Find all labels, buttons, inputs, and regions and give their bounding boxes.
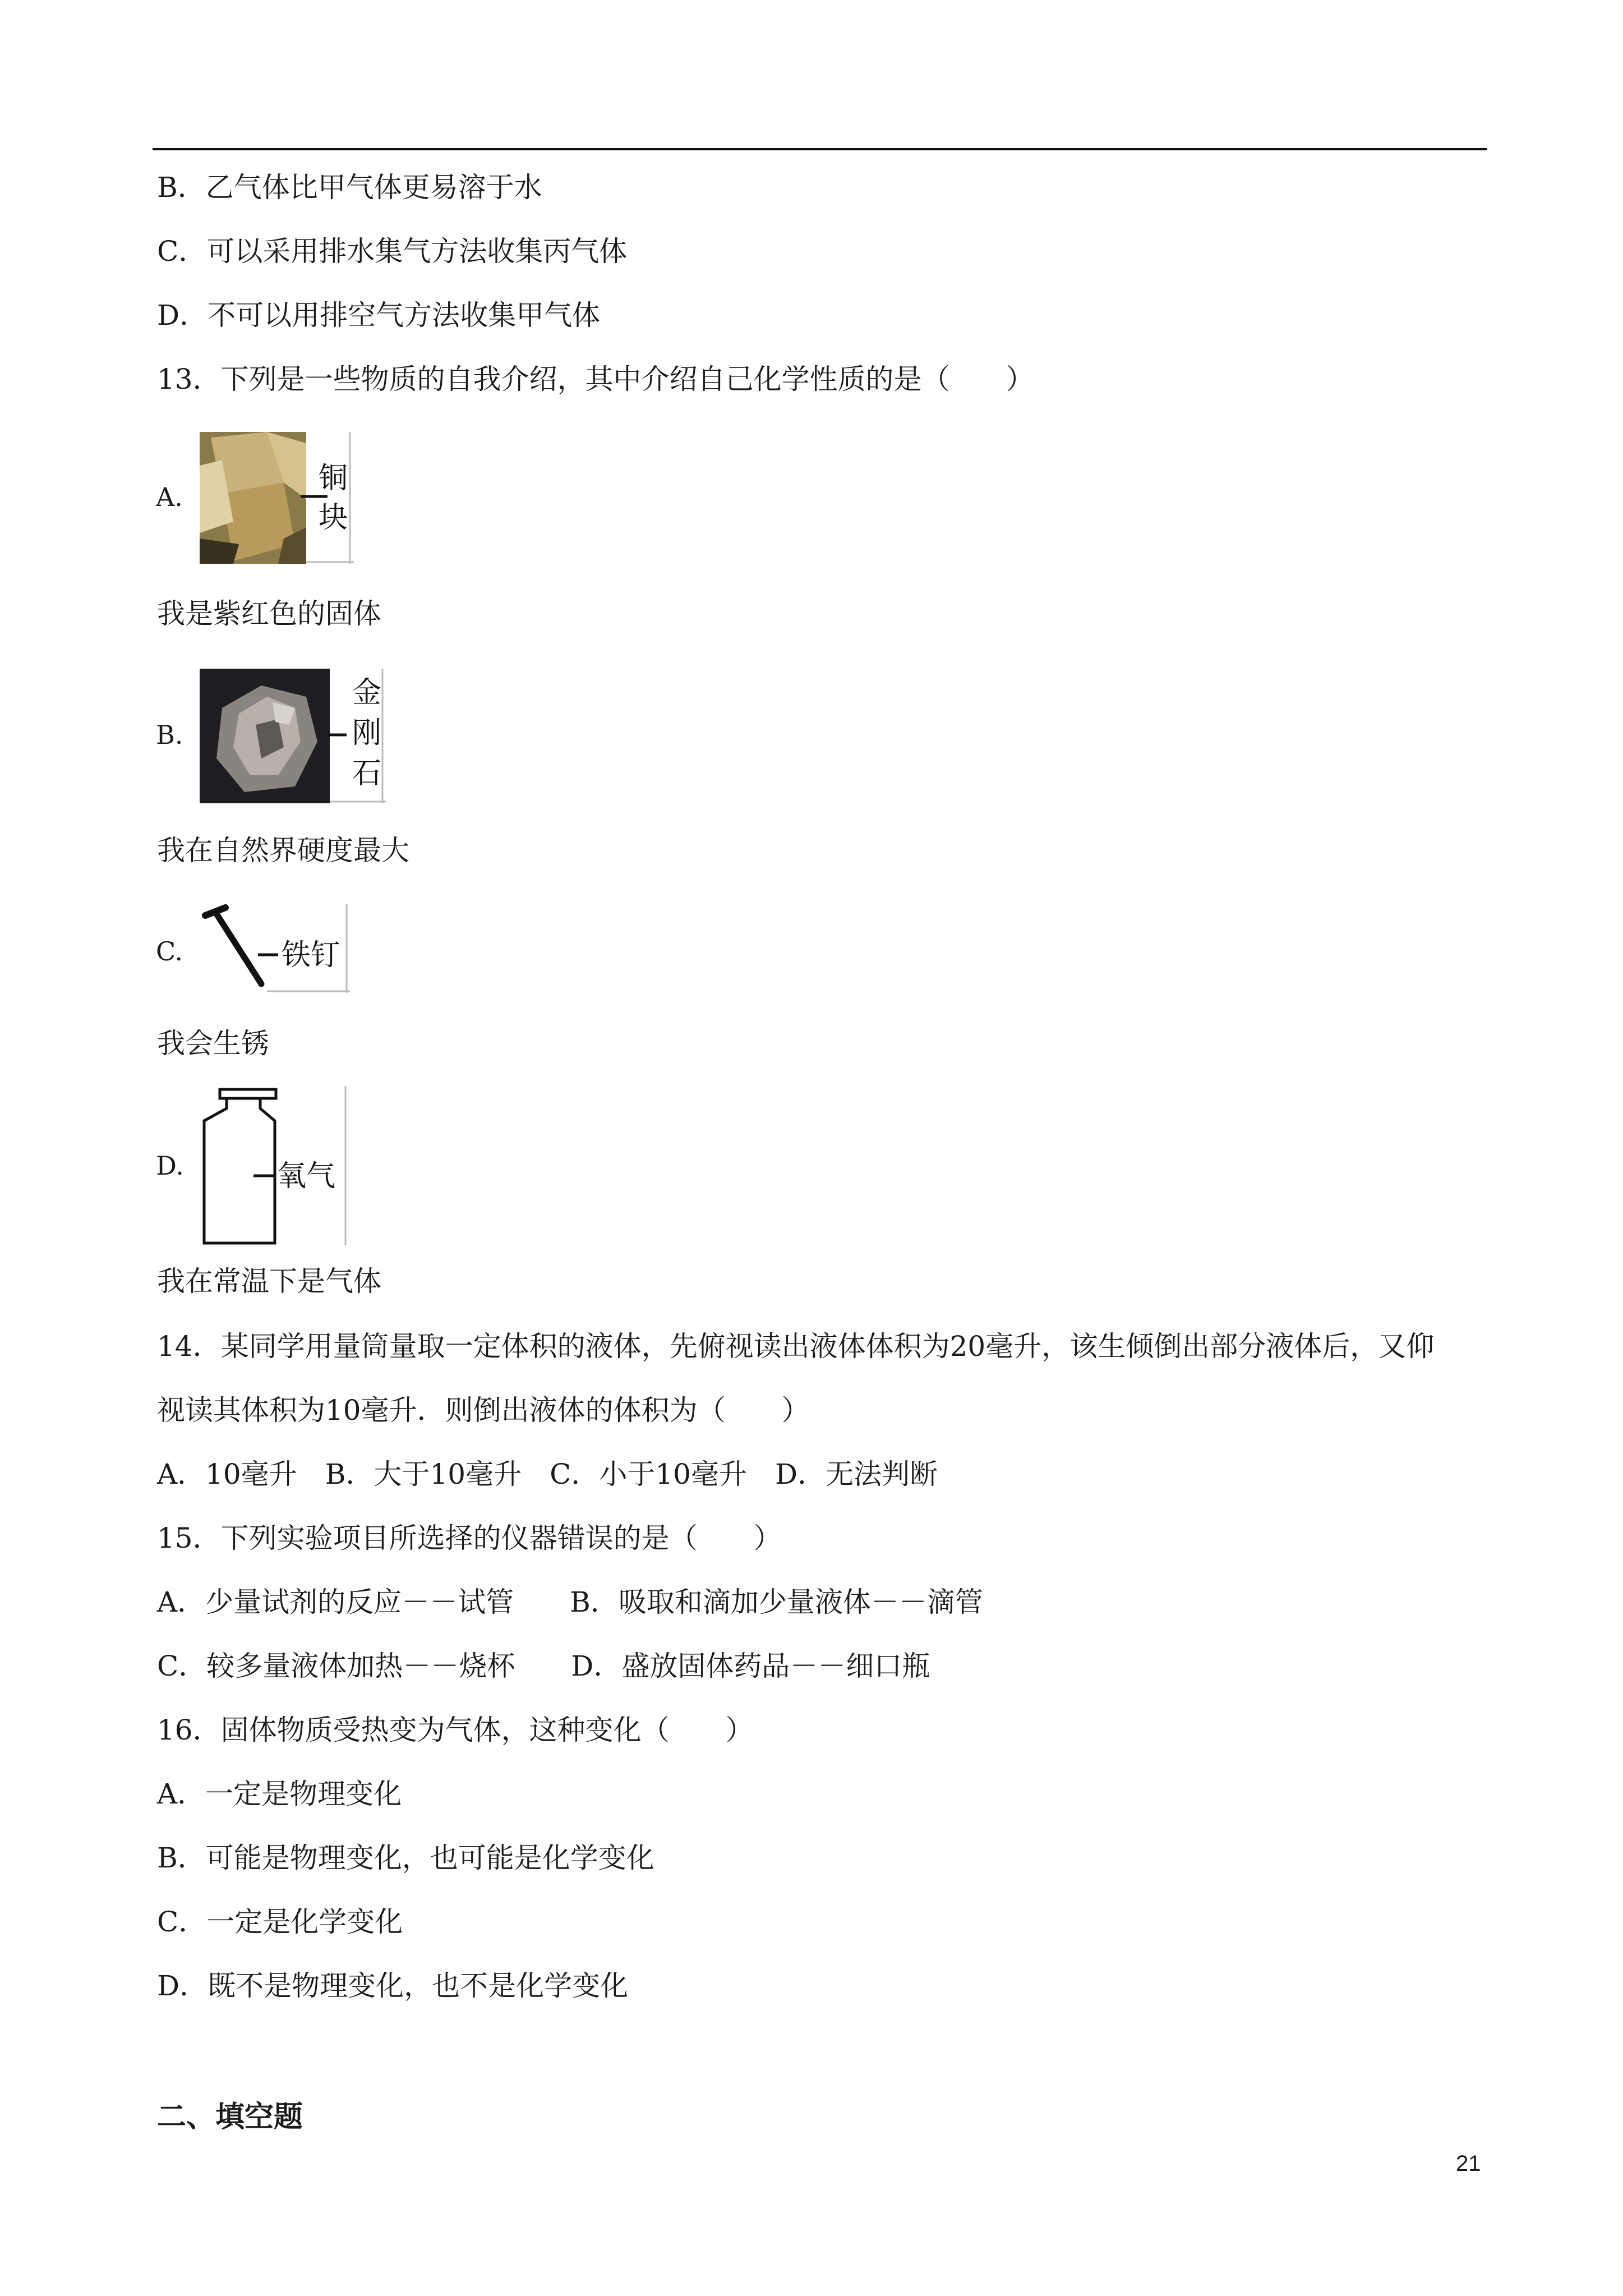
copper-char-1: 铜	[319, 462, 348, 495]
q13-option-d-text: 我在常温下是气体	[157, 1265, 381, 1297]
q15-options-ab: A．少量试剂的反应－－试管 B．吸取和滴加少量液体－－滴管	[157, 1586, 983, 1618]
q13-option-d-label: D.	[156, 1151, 184, 1181]
q16-stem: 16．固体物质受热变为气体，这种变化（ ）	[157, 1714, 754, 1746]
q16-option-d: D．既不是物理变化，也不是化学变化	[157, 1970, 629, 2002]
q14-options: A．10毫升 B．大于10毫升 C．小于10毫升 D．无法判断	[157, 1458, 938, 1490]
q15-options-cd: C．较多量液体加热－－烧杯 D．盛放固体药品－－细口瓶	[157, 1650, 930, 1682]
q13-option-c-label: C.	[156, 936, 183, 967]
q14-stem-line1: 14．某同学用量筒量取一定体积的液体，先俯视读出液体体积为20毫升，该生倾倒出部分液体后，又仰	[157, 1330, 1435, 1363]
diamond-char-3: 石	[352, 757, 382, 790]
section-title: 二、填空题	[157, 2100, 303, 2134]
iron-nail-image	[200, 904, 350, 993]
header-rule	[153, 148, 1487, 150]
oxygen-bottle-image	[197, 1086, 349, 1245]
q12-option-c: C．可以采用排水集气方法收集丙气体	[157, 235, 628, 268]
oxygen-label: 氧气	[277, 1159, 336, 1193]
q12-option-b: B．乙气体比甲气体更易溶于水	[157, 171, 542, 204]
q13-option-b-text: 我在自然界硬度最大	[157, 834, 409, 867]
page-number: 21	[1456, 2151, 1481, 2176]
q14-stem-line2: 视读其体积为10毫升．则倒出液体的体积为（ ）	[157, 1394, 810, 1427]
q13-option-c-text: 我会生锈	[157, 1027, 269, 1060]
q13-option-a-label: A.	[156, 482, 183, 512]
diamond-image	[200, 669, 386, 803]
q16-option-a: A．一定是物理变化	[157, 1778, 402, 1810]
q13-option-b-label: B.	[156, 720, 183, 750]
q13-option-a-text: 我是紫红色的固体	[157, 597, 381, 630]
q15-stem: 15．下列实验项目所选择的仪器错误的是（ ）	[157, 1522, 782, 1554]
diamond-char-2: 刚	[352, 716, 382, 750]
copper-block-image	[200, 432, 354, 564]
q13-stem: 13．下列是一些物质的自我介绍，其中介绍自己化学性质的是（ ）	[157, 363, 1034, 395]
q16-option-b: B．可能是物理变化，也可能是化学变化	[157, 1842, 654, 1874]
q16-option-c: C．一定是化学变化	[157, 1906, 403, 1938]
copper-char-2: 块	[319, 501, 348, 535]
diamond-char-1: 金	[352, 676, 382, 710]
q12-option-d: D．不可以用排空气方法收集甲气体	[157, 299, 601, 332]
nail-label: 铁钉	[282, 938, 340, 972]
